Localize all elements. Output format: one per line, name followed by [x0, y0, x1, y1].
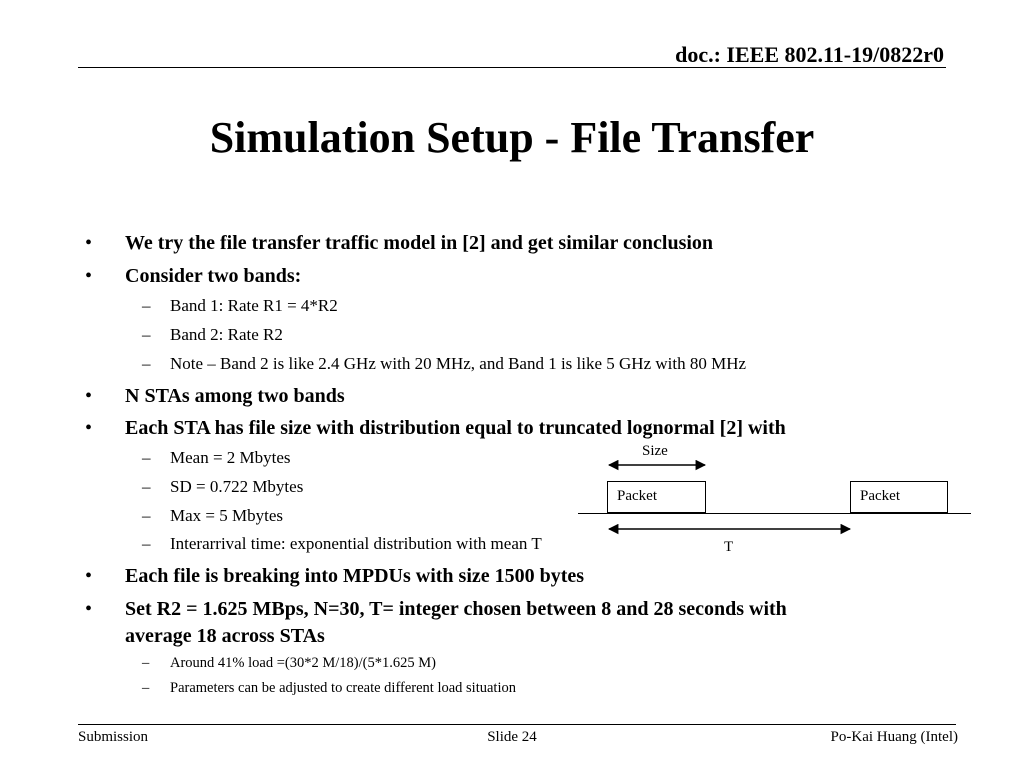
footer-divider	[78, 724, 956, 725]
sub-bullet-item	[142, 506, 283, 526]
bullet-text: We try the file transfer traffic model in [2] and get similar conclusion	[125, 232, 714, 254]
sub-bullet-text: Band 1: Rate R1 = 4*R2	[170, 296, 338, 315]
dash-marker: –	[142, 477, 151, 496]
bullet-continuation	[125, 624, 325, 648]
dash-marker: –	[142, 354, 151, 373]
period-label: T	[724, 539, 734, 555]
dash-marker: –	[142, 325, 151, 344]
bullet-item	[85, 231, 714, 255]
sub-bullet-item	[142, 325, 283, 345]
bullet-marker: •	[85, 598, 93, 620]
size-label: Size	[642, 443, 668, 459]
bullet-text: Set R2 = 1.625 MBps, N=30, T= integer chosen between 8 and 28 seconds with	[125, 598, 787, 620]
sub-bullet-text: Band 2: Rate R2	[170, 325, 283, 344]
bullet-item	[85, 264, 302, 288]
bullet-marker: •	[85, 565, 93, 587]
dash-marker: –	[142, 296, 151, 315]
bullet-marker: •	[85, 265, 93, 287]
sub-bullet-text: Note – Band 2 is like 2.4 GHz with 20 MHz, and Band 1 is like 5 GHz with 80 MHz	[170, 354, 747, 373]
sub-bullet-item	[142, 678, 516, 698]
dash-marker: –	[142, 506, 151, 525]
dash-marker: –	[142, 534, 151, 553]
bullet-marker: •	[85, 385, 93, 407]
slide-title: Simulation Setup - File Transfer	[209, 113, 815, 162]
bullet-marker: •	[85, 232, 93, 254]
sub-bullet-item	[142, 653, 436, 673]
bullet-text: Each file is breaking into MPDUs with size 1500 bytes	[125, 565, 585, 587]
bullet-item	[85, 597, 787, 621]
dash-marker: –	[142, 680, 150, 696]
bullet-text: average 18 across STAs	[125, 625, 325, 647]
sub-bullet-item	[142, 477, 304, 497]
sub-bullet-text: Max = 5 Mbytes	[170, 506, 283, 525]
bullet-text: Each STA has file size with distribution equal to truncated lognormal [2] with	[125, 417, 786, 439]
footer-submission: Submission	[78, 729, 149, 745]
sub-bullet-text: Parameters can be adjusted to create different load situation	[170, 680, 516, 696]
bullet-item	[85, 384, 345, 408]
packet-box: Packet	[607, 481, 706, 513]
sub-bullet-text: Interarrival time: exponential distribution with mean T	[170, 534, 542, 553]
bullet-text: N STAs among two bands	[125, 385, 345, 407]
dash-marker: –	[142, 448, 151, 467]
packet-box: Packet	[850, 481, 948, 513]
bullet-item	[85, 416, 786, 440]
slide-number: Slide 24	[487, 729, 537, 745]
sub-bullet-item	[142, 448, 291, 468]
bullet-item	[85, 564, 585, 588]
sub-bullet-text: Around 41% load =(30*2 M/18)/(5*1.625 M)	[170, 655, 436, 671]
bullet-text: Consider two bands:	[125, 265, 302, 287]
sub-bullet-text: Mean = 2 Mbytes	[170, 448, 291, 467]
sub-bullet-text: SD = 0.722 Mbytes	[170, 477, 304, 496]
sub-bullet-item	[142, 354, 747, 374]
bullet-marker: •	[85, 417, 93, 439]
document-id: doc.: IEEE 802.11-19/0822r0	[675, 42, 944, 67]
sub-bullet-item	[142, 534, 542, 554]
footer-author: Po-Kai Huang (Intel)	[830, 729, 958, 745]
timeline-axis	[578, 513, 971, 514]
dash-marker: –	[142, 655, 150, 671]
sub-bullet-item	[142, 296, 338, 316]
packet-timing-diagram	[570, 440, 990, 560]
